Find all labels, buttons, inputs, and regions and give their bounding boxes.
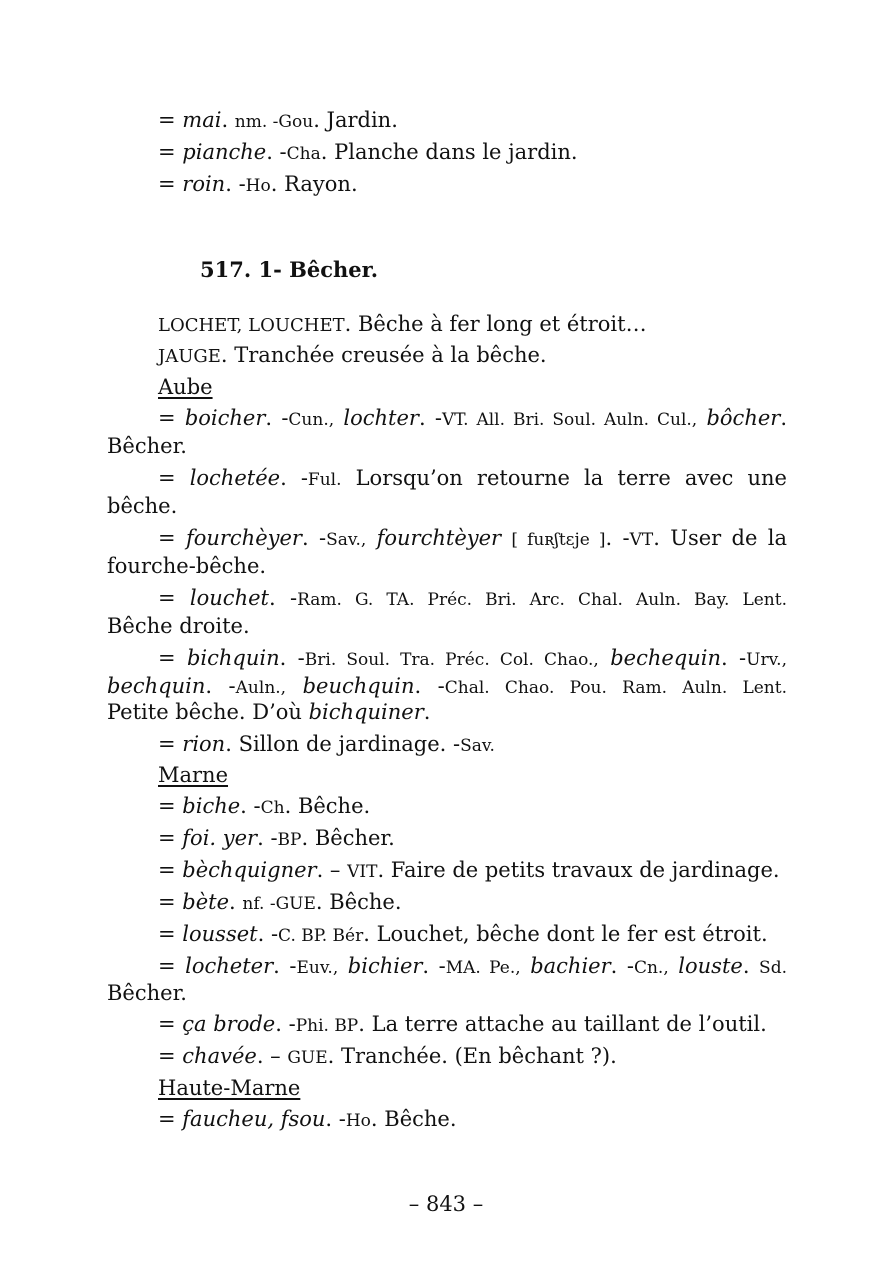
entry-fourcheyer-cont: fourche-bêche. <box>107 554 267 578</box>
entry-lousset: = lousset. -C. BP. Bér. Louchet, bêche dont le fer est étroit. <box>158 922 768 946</box>
entry-foiyer: = foi. yer. -BP. Bêcher. <box>158 826 395 850</box>
entry-rion: = rion. Sillon de jardinage. -Sav. <box>158 732 495 756</box>
entry-bechquigner: = bèchquigner. – VIT. Faire de petits travaux de jardinage. <box>158 858 780 882</box>
entry-bichquin-2: bechquin. -Auln., beuchquin. -Chal. Chao. Pou. Ram. Auln. Lent. <box>107 674 787 698</box>
section-heading: 517. 1- Bêcher. <box>200 257 379 282</box>
entry-chavee: = chavée. – GUE. Tranchée. (En bêchant ?). <box>158 1044 617 1068</box>
entry-bichquin: = bichquin. -Bri. Soul. Tra. Préc. Col. Chao., bechequin. -Urv., <box>158 646 787 670</box>
entry-louchet-cont: Bêche droite. <box>107 614 250 638</box>
entry-lochetee-cont: bêche. <box>107 494 178 518</box>
entry-boicher-cont: Bêcher. <box>107 434 187 458</box>
region-marne: Marne <box>158 763 229 787</box>
region-haute-marne: Haute-Marne <box>158 1076 301 1100</box>
entry-bete: = bète. nf. -GUE. Bêche. <box>158 890 402 914</box>
entry-biche: = biche. -Ch. Bêche. <box>158 794 371 818</box>
entry-mai: = mai. nm. -Gou. Jardin. <box>158 108 398 132</box>
entry-locheter-cont: Bêcher. <box>107 981 187 1005</box>
entry-louchet: = louchet. -Ram. G. TA. Préc. Bri. Arc. Chal. Auln. Bay. Lent. <box>158 586 787 610</box>
intro-jauge: JAUGE. Tranchée creusée à la bêche. <box>158 343 547 367</box>
entry-fourcheyer: = fourchèyer. -Sav., fourchtèyer [ fuʀʃtɛje ]. -VT. User de la <box>158 526 787 550</box>
entry-boicher: = boicher. -Cun., lochter. -VT. All. Bri. Soul. Auln. Cul., bôcher. <box>158 406 787 430</box>
page-number: – 843 – <box>408 1192 484 1216</box>
entry-bichquin-3: Petite bêche. D’où bichquiner. <box>107 700 431 724</box>
entry-faucheu: = faucheu, fsou. -Ho. Bêche. <box>158 1107 457 1131</box>
region-aube: Aube <box>158 375 213 399</box>
intro-lochet: LOCHET, LOUCHET. Bêche à fer long et étroit… <box>158 312 647 336</box>
entry-ca-brode: = ça brode. -Phi. BP. La terre attache au taillant de l’outil. <box>158 1012 767 1036</box>
entry-roin: = roin. -Ho. Rayon. <box>158 172 358 196</box>
entry-pianche: = pianche. -Cha. Planche dans le jardin. <box>158 140 578 164</box>
entry-locheter: = locheter. -Euv., bichier. -MA. Pe., bachier. -Cn., louste. Sd. <box>158 954 787 978</box>
entry-lochetee: = lochetée. -Ful. Lorsqu’on retourne la terre avec une <box>158 466 787 490</box>
